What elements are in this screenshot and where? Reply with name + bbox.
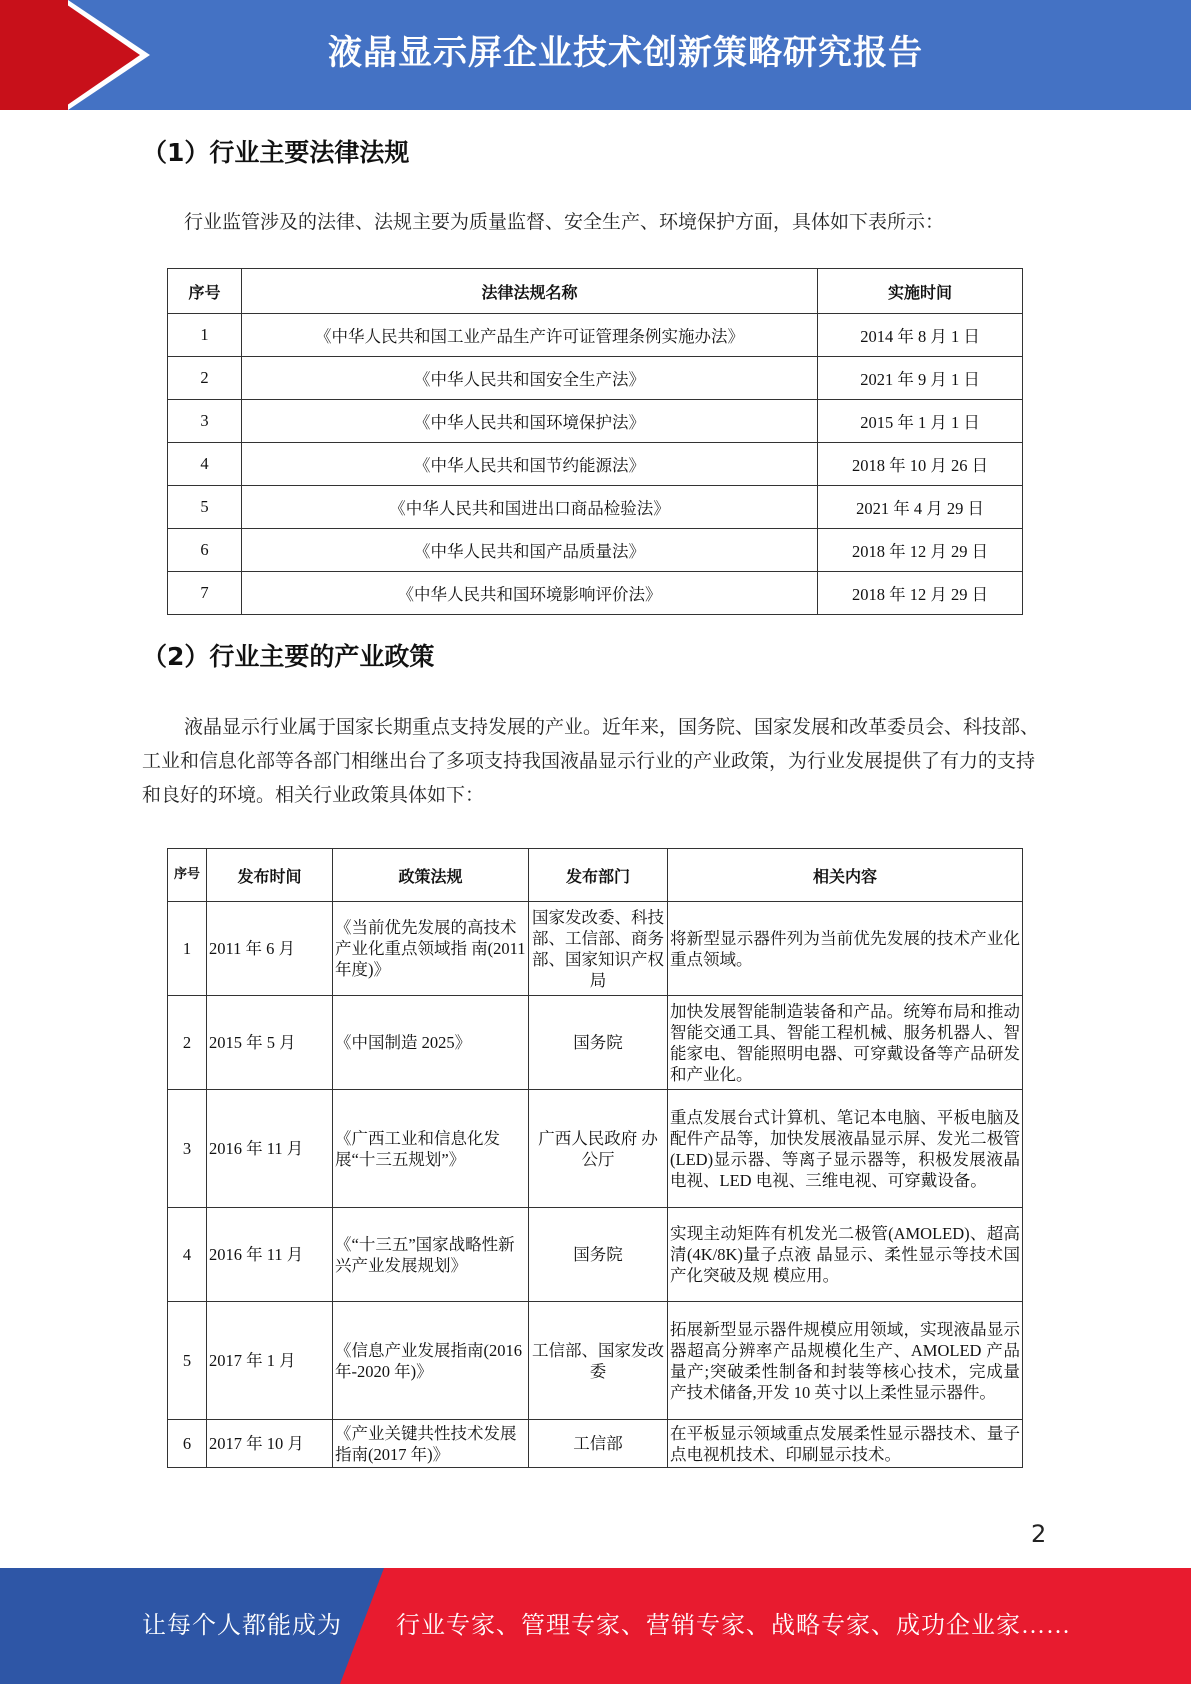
footer-blue-slant [340, 1568, 384, 1684]
cell-date: 2017 年 10 月 [207, 1420, 333, 1468]
col-header-law-name: 法律法规名称 [242, 269, 818, 314]
cell-law-name: 《中华人民共和国进出口商品检验法》 [242, 486, 818, 529]
table-row [168, 1302, 1023, 1420]
cell-seq: 6 [168, 1420, 207, 1468]
cell-law-name: 《中华人民共和国产品质量法》 [242, 529, 818, 572]
table-row [168, 357, 1023, 400]
col-header-seq: 序号 [168, 269, 242, 314]
cell-content: 在平板显示领域重点发展柔性显示器技术、量子点电视机技术、印刷显示技术。 [668, 1420, 1023, 1468]
cell-date: 2016 年 11 月 [207, 1208, 333, 1302]
cell-seq: 1 [168, 314, 242, 357]
cell-department: 国家发改委、科技部、工信部、商务部、国家知识产权局 [529, 902, 668, 996]
page-header [0, 0, 1191, 110]
cell-law-name: 《中华人民共和国节约能源法》 [242, 443, 818, 486]
cell-content: 将新型显示器件列为当前优先发展的技术产业化重点领域。 [668, 902, 1023, 996]
table-row [168, 572, 1023, 615]
cell-date: 2017 年 1 月 [207, 1302, 333, 1420]
cell-seq: 5 [168, 1302, 207, 1420]
cell-law-name: 《中华人民共和国环境保护法》 [242, 400, 818, 443]
cell-seq: 4 [168, 443, 242, 486]
col-header-content: 相关内容 [668, 849, 1023, 902]
cell-policy: 《中国制造 2025》 [333, 996, 529, 1090]
col-header-seq: 序号 [168, 849, 207, 902]
page-footer [0, 1568, 1191, 1684]
laws-table [167, 268, 1023, 615]
cell-seq: 3 [168, 400, 242, 443]
cell-date: 2014 年 8 月 1 日 [818, 314, 1023, 357]
footer-slogan-left: 让每个人都能成为 [142, 1613, 342, 1639]
cell-seq: 5 [168, 486, 242, 529]
table-row [168, 400, 1023, 443]
cell-department: 广西人民政府 办公厅 [529, 1090, 668, 1208]
cell-policy: 《当前优先发展的高技术产业化重点领域指 南(2011 年度)》 [333, 902, 529, 996]
cell-department: 国务院 [529, 1208, 668, 1302]
cell-law-name: 《中华人民共和国工业产品生产许可证管理条例实施办法》 [242, 314, 818, 357]
cell-content: 重点发展台式计算机、笔记本电脑、平板电脑及配件产品等，加快发展液晶显示屏、发光二极管(LED)显示器、等离子显示器等，积极发展液晶电视、LED 电视、三维电视、可穿戴设备。 [668, 1090, 1023, 1208]
cell-date: 2011 年 6 月 [207, 902, 333, 996]
section1-intro: 行业监管涉及的法律、法规主要为质量监督、安全生产、环境保护方面，具体如下表所示： [184, 212, 945, 233]
cell-date: 2015 年 5 月 [207, 996, 333, 1090]
cell-content: 拓展新型显示器件规模应用领域，实现液晶显示器超高分辨率产品规模化生产、AMOLED 产品量产;突破柔性制备和封装等核心技术，完成量产技术储备,开发 10 英寸以上柔性显示器件。 [668, 1302, 1023, 1420]
cell-policy: 《“十三五”国家战略性新兴产业发展规划》 [333, 1208, 529, 1302]
cell-content: 实现主动矩阵有机发光二极管(AMOLED)、超高清(4K/8K)量子点液 晶显示、柔性显示等技术国产化突破及规 模应用。 [668, 1208, 1023, 1302]
table-row [168, 1090, 1023, 1208]
cell-date: 2018 年 10 月 26 日 [818, 443, 1023, 486]
section2-intro: 液晶显示行业属于国家长期重点支持发展的产业。近年来，国务院、国家发展和改革委员会、科技部、工业和信息化部等各部门相继出台了多项支持我国液晶显示行业的产业政策，为行业发展提供了有力的支持和良好的环境。相关行业政策具体如下： [142, 717, 1040, 806]
col-header-department: 发布部门 [529, 849, 668, 902]
cell-content: 加快发展智能制造装备和产品。统筹布局和推动智能交通工具、智能工程机械、服务机器人、智能家电、智能照明电器、可穿戴设备等产品研发和产业化。 [668, 996, 1023, 1090]
cell-seq: 7 [168, 572, 242, 615]
cell-seq: 6 [168, 529, 242, 572]
table-header-row [168, 269, 1023, 314]
col-header-date: 发布时间 [207, 849, 333, 902]
table-row [168, 902, 1023, 996]
cell-seq: 2 [168, 996, 207, 1090]
footer-slogan-right: 行业专家、管理专家、营销专家、战略专家、成功企业家…… [396, 1613, 1071, 1639]
page-number: 2 [1031, 1520, 1047, 1548]
cell-policy: 《信息产业发展指南(2016 年-2020 年)》 [333, 1302, 529, 1420]
section1-heading: （1）行业主要法律法规 [142, 138, 410, 167]
policies-table [167, 848, 1023, 1468]
cell-seq: 2 [168, 357, 242, 400]
cell-date: 2018 年 12 月 29 日 [818, 572, 1023, 615]
cell-law-name: 《中华人民共和国安全生产法》 [242, 357, 818, 400]
cell-date: 2016 年 11 月 [207, 1090, 333, 1208]
cell-policy: 《广西工业和信息化发展“十三五规划”》 [333, 1090, 529, 1208]
col-header-policy: 政策法规 [333, 849, 529, 902]
cell-department: 工信部 [529, 1420, 668, 1468]
cell-law-name: 《中华人民共和国环境影响评价法》 [242, 572, 818, 615]
cell-seq: 1 [168, 902, 207, 996]
cell-seq: 3 [168, 1090, 207, 1208]
header-red-block [0, 0, 68, 110]
header-red-chevron [60, 0, 140, 110]
report-title: 液晶显示屏企业技术创新策略研究报告 [328, 33, 923, 73]
table-header-row [168, 849, 1023, 902]
cell-date: 2018 年 12 月 29 日 [818, 529, 1023, 572]
cell-date: 2015 年 1 月 1 日 [818, 400, 1023, 443]
table-row [168, 314, 1023, 357]
col-header-effective-date: 实施时间 [818, 269, 1023, 314]
table-row [168, 486, 1023, 529]
cell-seq: 4 [168, 1208, 207, 1302]
cell-policy: 《产业关键共性技术发展指南(2017 年)》 [333, 1420, 529, 1468]
table-row [168, 529, 1023, 572]
cell-date: 2021 年 4 月 29 日 [818, 486, 1023, 529]
cell-department: 工信部、国家发改委 [529, 1302, 668, 1420]
table-row [168, 996, 1023, 1090]
table-row [168, 1208, 1023, 1302]
table-row [168, 443, 1023, 486]
section2-heading: （2）行业主要的产业政策 [142, 642, 435, 671]
cell-date: 2021 年 9 月 1 日 [818, 357, 1023, 400]
table-row [168, 1420, 1023, 1468]
cell-department: 国务院 [529, 996, 668, 1090]
